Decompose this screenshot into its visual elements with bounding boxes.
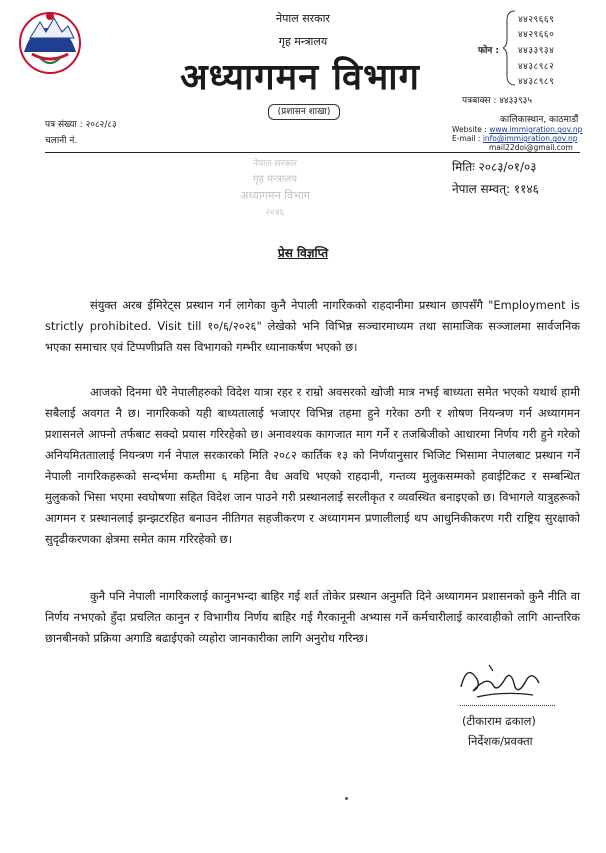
letter-number: पत्र संख्या : २०८२/८३ — [45, 120, 117, 130]
email-label: E-mail : — [452, 134, 481, 143]
notice-paragraph-1: संयुक्त अरब ईमिरेट्स प्रस्थान गर्न लागेका कुनै नेपाली नागरिकको राहदानीमा प्रस्थान छापसँगै "Employment is strictly prohibited. Visit till १०/६/२०२६" लेखेको भनि विभिन्न सञ्चारमाध्यम तथा सामाजिक सञ्जालमा सार्वजनिक भएका समाचार एवं टिप्पणीप्रति यस विभागको गम्भीर ध्यानाकर्षण भएको छ। — [45, 298, 580, 354]
nepal-samvat-date: नेपाल सम्वत्: ११४६ — [452, 182, 539, 196]
ministry-name: गृह मन्त्रालय — [278, 35, 328, 48]
notice-title — [0, 244, 606, 261]
stamp-line: २०४६ — [265, 208, 285, 218]
website-link[interactable]: www.immigration.gov.np — [489, 125, 583, 134]
email-link[interactable]: info@immigration.gov.np — [482, 134, 578, 143]
office-stamp — [230, 152, 320, 222]
signature-mark — [453, 657, 543, 703]
notice-paragraph-3: कुनै पनि नेपाली नागरिकलाई कानुनभन्दा बाहिर गई शर्त तोकेर प्रस्थान अनुमति दिने अध्यागमन प्रशासनको कुनै नीति वा निर्णय नभएको हुँदा प्रचलित कानुन र विभागीय निर्णय बाहिर गई गैरकानूनी अभ्यास गर्ने कर्मचारीलाई कारवाहीको लागि आन्तरिक छानबीनको प्रक्रिया अगाडि बढाईएको व्यहोरा जानकारीका लागि अनुरोध गरिन्छ। — [45, 589, 580, 645]
branch-label: (प्रशासन शाखा) — [268, 104, 340, 120]
stamp-line: नेपाल सरकार — [252, 159, 298, 169]
fax-number: पत्रबाक्स : ४४३३९३५ — [462, 96, 532, 106]
phone-number: ४४३३९३४ — [518, 46, 555, 56]
department-title: अध्यागमन विभाग — [180, 57, 420, 98]
website-label: Website : — [452, 125, 487, 134]
signatory-title: निर्देशक/प्रवक्ता — [468, 734, 533, 748]
government-name: नेपाल सरकार — [276, 12, 330, 25]
phone-number: ४४३८९८२ — [518, 62, 555, 72]
letter-date: मितिः २०८३/०१/०३ — [452, 160, 537, 174]
phone-number: ४४२९६६० — [518, 30, 555, 40]
phone-number: ४४२९६६९ — [518, 15, 555, 25]
page-dot — [345, 797, 348, 800]
phone-label: फोन : — [478, 46, 499, 56]
website-line — [452, 125, 582, 134]
email-secondary: mail22doi@gmail.com — [489, 143, 573, 152]
email-line — [452, 134, 577, 143]
dispatch-number: चलानी नं. — [45, 136, 78, 146]
notice-title-text: प्रेस विज्ञप्ति — [277, 246, 329, 260]
signature-line — [460, 705, 555, 706]
notice-paragraph-2: आजको दिनमा धेरै नेपालीहरुको विदेश यात्रा रहर र राम्रो अवसरको खोजी मात्र नभई बाध्यता समेत भएको यथार्थ हामी सबैलाई अवगत नै छ। नागरिकको यही बाध्यतालाई भजाएर विभिन्न तहमा हुने गरेका ठगी र शोषण नियन्त्रण गर्न अध्यागमन प्रशासनले आफ्नो तर्फबाट सक्दो प्रयास गरिरहेको छ। अनावश्यक कागजात माग गर्ने र तजबिजीको आधारमा निर्णय गरी हुने गरेको अनियमितताालाई नियन्त्रण गर्न नेपाल सरकारको मिति २०८२ कार्तिक १३ को निर्णयानुसार भिजिट भिसामा नेपालबाट प्रस्थान गर्ने नेपाली नागरिकहरूको सन्दर्भमा कम्तीमा ६ महिना वैध अवधि भएको राहदानी, गन्तव्य मुलुकसम्मको हवाईटिकट र सम्बन्धित मुलुकको भिसा भएमा स्वघोषणा सहित विदेश जान पाउने गरी प्रस्थानलाई सरलीकृत र व्यवस्थित बनाइएको छ। विभागले यात्रुहरूको आगमन र प्रस्थानलाई झन्झटरहित बनाउन नीतिगत सहजीकरण र अध्यागमन प्रणालीलाई थप आधुनिकीकरण गरी राष्ट्रिय सुरक्षाको सुदृढीकरणका क्षेत्रमा समेत काम गरिरहेको छ। — [45, 385, 580, 546]
stamp-line: अध्यागमन विभाग — [240, 189, 310, 202]
stamp-line: गृह मन्त्रालय — [252, 174, 298, 185]
office-address: कालिकास्थान, काठमाडौं — [500, 115, 579, 125]
signatory-name: (टीकाराम ढकाल) — [462, 714, 536, 728]
phone-number: ४४३८९८९ — [518, 77, 555, 87]
